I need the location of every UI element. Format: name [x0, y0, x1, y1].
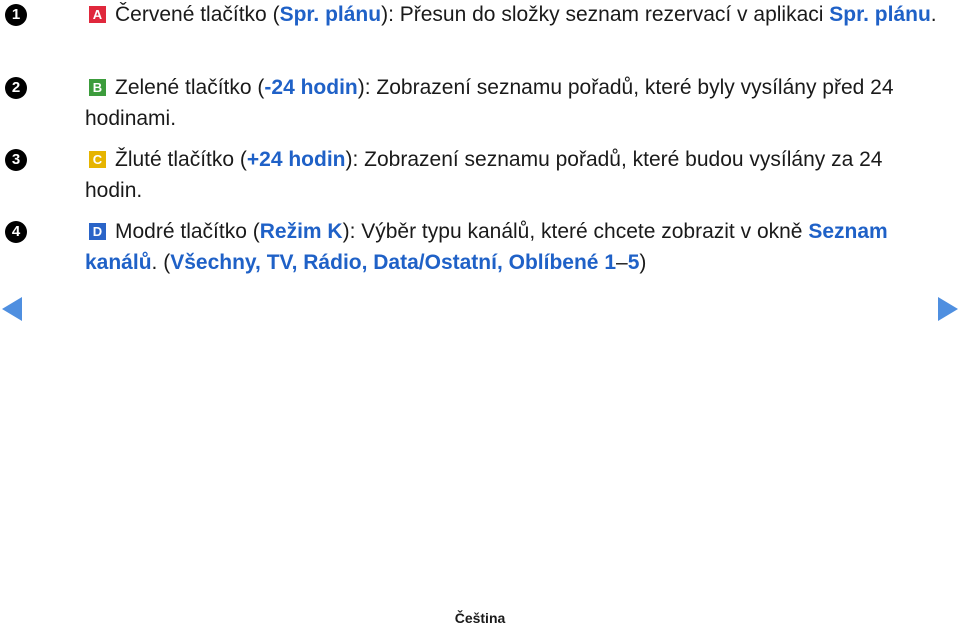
item-text — [85, 0, 945, 30]
highlight-term: -24 hodin — [264, 76, 358, 99]
highlight-term: Všechny, TV, Rádio, Data/Ostatní, Oblíbené 1 — [170, 251, 616, 274]
right-arrow-icon[interactable] — [938, 297, 958, 321]
text-after: ): Zobrazení seznamu pořadů, které byly vysílány před 24 hodinami. — [85, 76, 894, 130]
text-mid: ): Přesun do složky seznam rezervací v aplikaci — [381, 3, 830, 26]
step-number-1: 1 — [5, 4, 27, 26]
highlight-term: 5 — [627, 251, 640, 274]
red-key-icon: A — [89, 6, 106, 23]
highlight-term: Seznam kanálů — [85, 220, 888, 274]
step-number-4: 4 — [5, 221, 27, 243]
step-number-2: 2 — [5, 77, 27, 99]
text-before: Červené tlačítko ( — [115, 3, 280, 26]
text-before: Zelené tlačítko ( — [115, 76, 265, 99]
text-before: Modré tlačítko ( — [115, 220, 260, 243]
green-key-icon: B — [89, 79, 106, 96]
highlight-term: Režim K — [259, 220, 343, 243]
left-arrow-icon[interactable] — [2, 297, 22, 321]
yellow-key-icon: C — [89, 151, 106, 168]
highlight-term: +24 hodin — [246, 148, 346, 171]
text-after: . — [930, 3, 937, 26]
text-mid: . ( — [151, 251, 171, 274]
highlight-term: Spr. plánu — [279, 3, 382, 26]
text-after: ): Zobrazení seznamu pořadů, které budou vysílány za 24 hodin. — [85, 148, 883, 202]
item-text — [85, 72, 945, 134]
text-mid: – — [616, 251, 628, 274]
item-text — [85, 216, 945, 278]
step-number-3: 3 — [5, 149, 27, 171]
blue-key-icon: D — [89, 223, 106, 240]
item-text — [85, 144, 945, 206]
text-mid: ): Výběr typu kanálů, které chcete zobrazit v okně — [342, 220, 809, 243]
footer-language: Čeština — [454, 610, 506, 626]
text-after: ) — [639, 251, 647, 274]
text-before: Žluté tlačítko ( — [115, 148, 247, 171]
highlight-term: Spr. plánu — [829, 3, 931, 26]
